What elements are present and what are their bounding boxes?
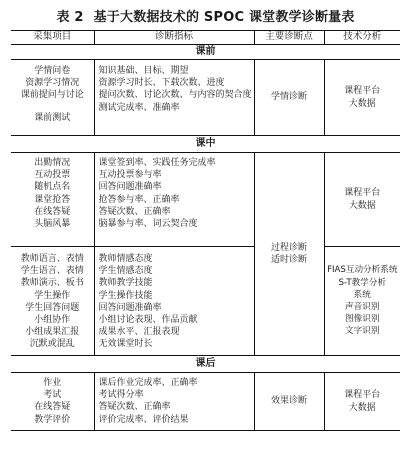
- list-item: 大数据: [348, 98, 376, 109]
- phase-label-during: 课中: [11, 136, 400, 153]
- list-item: 作业: [43, 378, 62, 388]
- list-item: 随机点名: [34, 182, 71, 193]
- before-indicators: [94, 60, 254, 136]
- list-item: 课程平台: [344, 188, 381, 199]
- section-during-a: [11, 153, 400, 247]
- during-b-items: [11, 247, 94, 356]
- section-during-b: [11, 247, 400, 356]
- list-item: 资源学习时长、下载次数、进度: [98, 78, 225, 89]
- after-items: [11, 373, 94, 431]
- col-header-tech: 技术分析: [324, 31, 400, 45]
- table-title-text: 基于大数据技术的 SPOC 课堂教学诊断量表: [93, 10, 355, 25]
- list-item: 课程平台: [344, 390, 381, 401]
- list-item: 教学评价: [34, 414, 71, 425]
- list-item: 学生情感态度: [98, 266, 153, 277]
- list-item: 课程平台: [344, 86, 381, 97]
- list-item: 测试完成率、准确率: [98, 102, 180, 113]
- list-item: 大数据: [348, 200, 376, 211]
- list-item: 在线答疑: [34, 402, 71, 413]
- list-item: 课后作业完成率、正确率: [98, 378, 198, 388]
- list-item: 考试得分率: [98, 390, 144, 401]
- list-item: 教师情感态度: [98, 254, 153, 264]
- after-diagnosis: 效果诊断: [254, 373, 324, 431]
- list-item: 学情问卷: [34, 66, 71, 76]
- list-item: 课堂签到率、实践任务完成率: [98, 158, 216, 168]
- list-item: 头脑风暴: [34, 219, 71, 230]
- list-item: 大数据: [348, 402, 376, 413]
- list-item: 评价完成率、评价结果: [98, 414, 189, 425]
- list-item: S-T教学分析: [338, 277, 386, 288]
- section-after: [11, 373, 400, 431]
- header-row: [11, 31, 400, 45]
- col-header-indicators: 诊断指标: [94, 31, 254, 45]
- phase-row-during: [11, 136, 400, 153]
- before-diagnosis: 学情诊断: [254, 60, 324, 136]
- list-item: 成果水平、汇报表现: [98, 327, 180, 338]
- during-a-indicators: [94, 153, 254, 247]
- list-item: 出勤情况: [34, 158, 71, 168]
- after-indicators: [94, 373, 254, 431]
- list-item: 课堂抢答: [34, 194, 71, 205]
- during-b-tech: [324, 247, 400, 356]
- list-item: 课前提问与讨论: [20, 90, 84, 101]
- list-item: 脑暴参与率、词云契合度: [98, 219, 198, 230]
- phase-row-after: [11, 356, 400, 373]
- during-a-items: [11, 153, 94, 247]
- list-item: 教师教学技能: [98, 278, 153, 289]
- phase-label-before: 课前: [11, 45, 400, 60]
- list-item: 小组协作: [34, 315, 71, 326]
- list-item: 抢答参与率、正确率: [98, 194, 180, 205]
- list-item: 小组成果汇报: [25, 327, 80, 338]
- phase-row-before: [11, 45, 400, 60]
- before-items: [11, 60, 94, 136]
- list-item: 过程诊断: [270, 242, 307, 253]
- list-item: 回答问题准确率: [98, 182, 162, 193]
- phase-label-after: 课后: [11, 356, 400, 373]
- diagnosis-scale-table: [11, 30, 400, 431]
- col-header-diagnosis: 主要诊断点: [254, 31, 324, 45]
- list-item: 考试: [43, 390, 62, 401]
- list-item: 无效课堂时长: [98, 339, 153, 350]
- list-item: 学生语言、表情: [20, 266, 84, 277]
- during-diagnosis: [254, 153, 324, 356]
- list-item: 学生操作技能: [98, 290, 153, 301]
- list-item: 互动投票: [34, 170, 71, 181]
- list-item: 在线答疑: [34, 206, 71, 217]
- list-item: 学生操作: [34, 290, 71, 301]
- col-header-items: 采集项目: [11, 31, 94, 45]
- during-b-indicators: [94, 247, 254, 356]
- list-item: 沉默或混乱: [29, 339, 75, 350]
- list-item: 答疑次数、正确率: [98, 206, 171, 217]
- list-item: 答疑次数、正确率: [98, 402, 171, 413]
- after-tech: [324, 373, 400, 431]
- list-item: FIAS互动分析系统: [327, 265, 398, 276]
- before-tech: [324, 60, 400, 136]
- list-item: 资源学习情况: [25, 78, 80, 89]
- list-item: 声音识别: [345, 302, 380, 312]
- table-number: 表 2: [56, 10, 84, 25]
- section-before: [11, 60, 400, 136]
- list-item: 适时诊断: [270, 255, 307, 265]
- list-item: 知识基础、目标、期望: [98, 66, 189, 76]
- list-item: 课前测试: [34, 112, 71, 123]
- list-item: 小组讨论表现、作品贡献: [98, 315, 198, 326]
- table-title: [0, 6, 411, 25]
- list-item: 提问次数、讨论次数、与内容的契合度: [98, 90, 252, 101]
- list-item: 文字识别: [345, 326, 380, 337]
- list-item: 互动投票参与率: [98, 170, 162, 181]
- list-item: 教师演示、板书: [20, 278, 84, 289]
- list-item: 学生回答问题: [25, 302, 80, 313]
- list-item: 回答问题准确率: [98, 302, 162, 313]
- during-a-tech: [324, 153, 400, 247]
- list-item: 图像识别: [345, 314, 380, 325]
- list-item: 教师语言、表情: [20, 254, 84, 264]
- list-item: 系统: [353, 289, 371, 300]
